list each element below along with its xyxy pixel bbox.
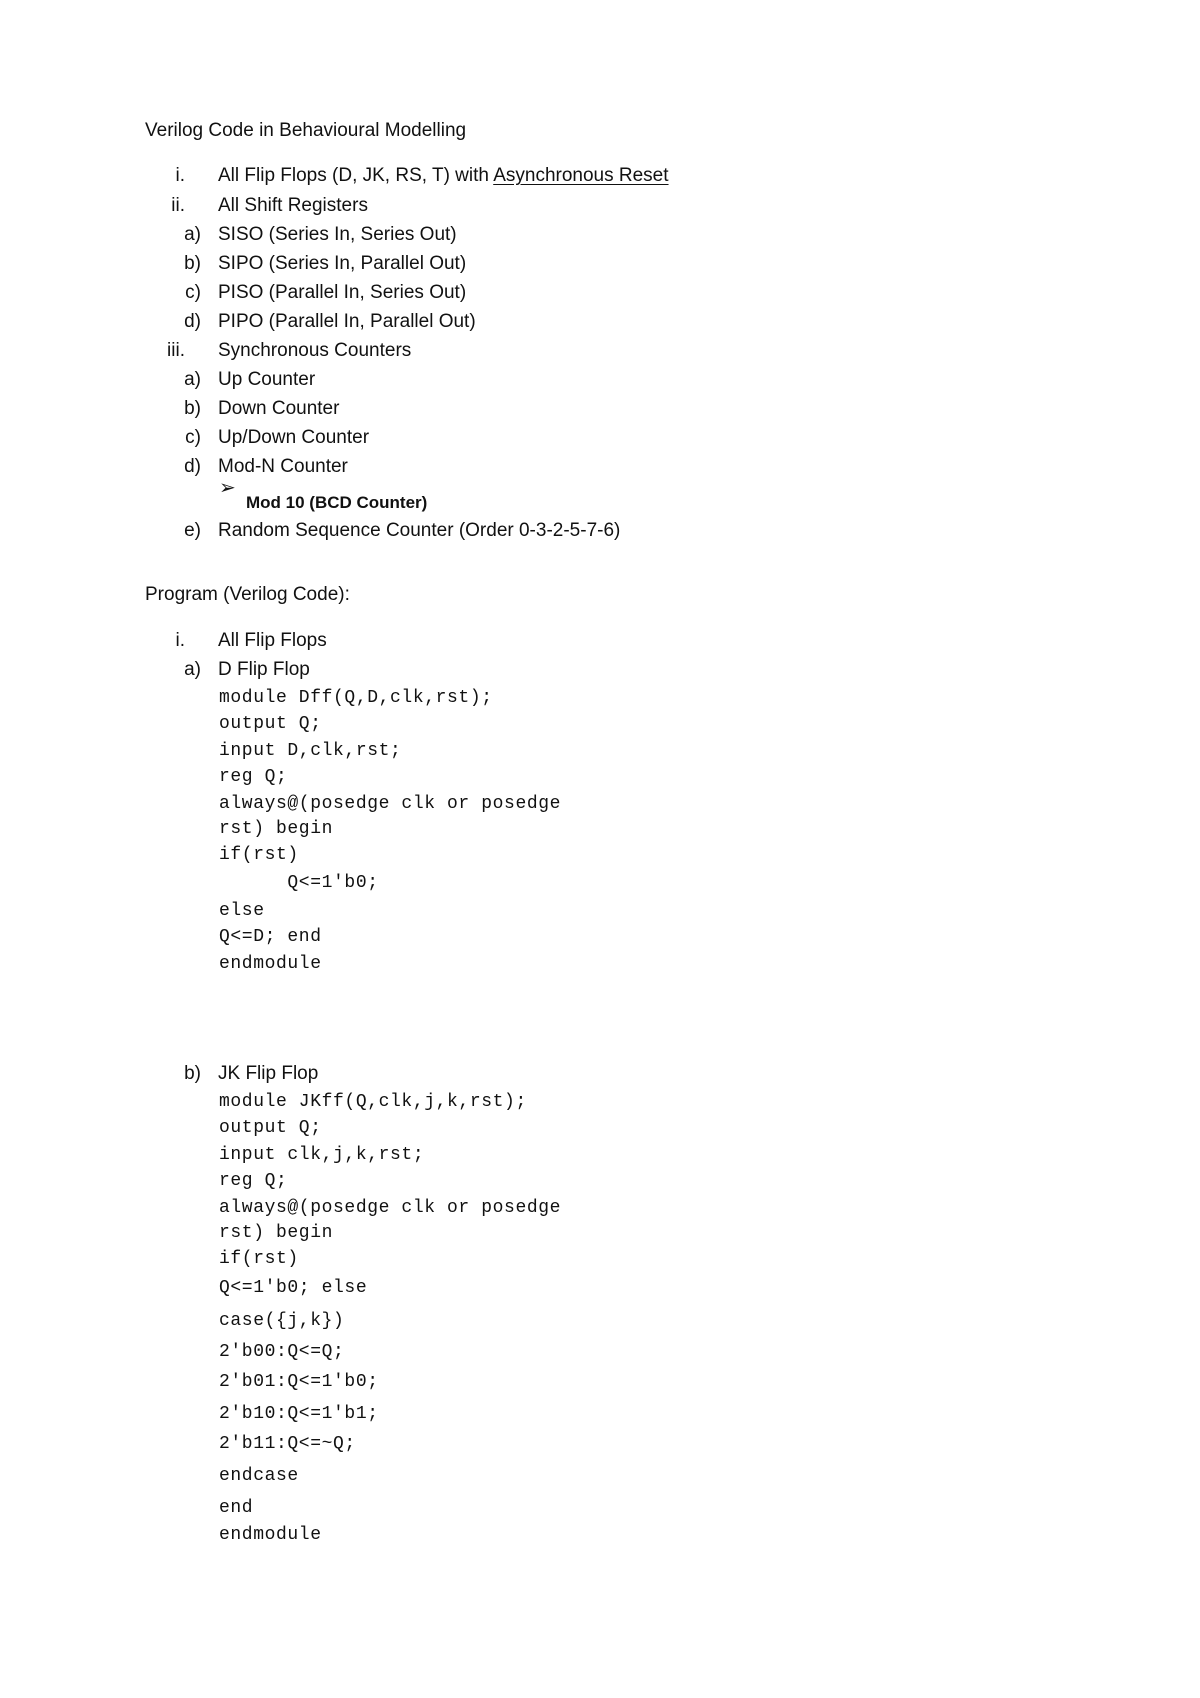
toc-counter-number: b): [184, 398, 201, 419]
toc-item-shift-registers: All Shift Registers: [218, 195, 368, 216]
toc-shift-pipo: PIPO (Parallel In, Parallel Out): [218, 311, 476, 332]
dff-code-line: Q<=D; end: [219, 927, 322, 947]
program-item-dff: D Flip Flop: [218, 659, 310, 680]
jkff-code-line: case({j,k}): [219, 1311, 345, 1331]
toc-shift-siso: SISO (Series In, Series Out): [218, 224, 457, 245]
toc-shift-number: c): [185, 282, 201, 303]
dff-code-line: Q<=1'b0;: [219, 873, 379, 893]
dff-code-line: if(rst): [219, 845, 299, 865]
jkff-code-line: 2'b10:Q<=1'b1;: [219, 1404, 379, 1424]
toc-counter-number: e): [184, 520, 201, 541]
jkff-code-line: output Q;: [219, 1118, 322, 1138]
toc-shift-piso: PISO (Parallel In, Series Out): [218, 282, 467, 303]
toc-counter-number: c): [185, 427, 201, 448]
toc-shift-sipo: SIPO (Series In, Parallel Out): [218, 253, 467, 274]
jkff-code-line: 2'b00:Q<=Q;: [219, 1342, 345, 1362]
toc-counter-modn: Mod-N Counter: [218, 456, 348, 477]
program-item-flip-flops: All Flip Flops: [218, 630, 327, 651]
dff-code-line: else: [219, 901, 265, 921]
program-number-b: b): [184, 1063, 201, 1084]
dff-code-line: endmodule: [219, 954, 322, 974]
toc-counter-random: Random Sequence Counter (Order 0-3-2-5-7-6): [218, 520, 621, 541]
toc-bullet-mod10: Mod 10 (BCD Counter): [246, 493, 428, 512]
dff-code-line: reg Q;: [219, 767, 288, 787]
program-number-a: a): [184, 659, 201, 680]
dff-code-line: always@(posedge clk or posedge: [219, 794, 562, 814]
toc-item-sync-counters: Synchronous Counters: [218, 340, 412, 361]
toc-counter-number: d): [184, 456, 201, 477]
toc-counter-up: Up Counter: [218, 369, 316, 390]
program-heading: Program (Verilog Code):: [145, 584, 350, 605]
jkff-code-line: endcase: [219, 1466, 299, 1486]
jkff-code-line: rst) begin: [219, 1223, 334, 1243]
toc-item-flip-flops: [218, 166, 669, 185]
dff-code-line: input D,clk,rst;: [219, 741, 402, 761]
jkff-code-line: input clk,j,k,rst;: [219, 1145, 425, 1165]
dff-code-line: output Q;: [219, 714, 322, 734]
toc-counter-number: a): [184, 369, 201, 390]
jkff-code-line: Q<=1'b0; else: [219, 1278, 368, 1298]
toc-counter-down: Down Counter: [218, 398, 340, 419]
toc-number-iii: iii.: [167, 340, 185, 361]
jkff-code-line: 2'b11:Q<=~Q;: [219, 1434, 356, 1454]
jkff-code-line: always@(posedge clk or posedge: [219, 1198, 562, 1218]
jkff-code-line: end: [219, 1498, 254, 1518]
jkff-code-line: if(rst): [219, 1249, 299, 1269]
program-number-i: i.: [175, 630, 185, 651]
toc-number-ii: ii.: [171, 195, 185, 216]
document-heading: Verilog Code in Behavioural Modelling: [145, 120, 467, 141]
toc-shift-number: d): [184, 311, 201, 332]
dff-code-line: module Dff(Q,D,clk,rst);: [219, 688, 493, 708]
jkff-code-line: reg Q;: [219, 1171, 288, 1191]
dff-code-line: rst) begin: [219, 819, 334, 839]
toc-shift-number: b): [184, 253, 201, 274]
jkff-code-line: 2'b01:Q<=1'b0;: [219, 1372, 379, 1392]
toc-number-i: i.: [175, 165, 185, 186]
async-reset-underlined: Asynchronous Reset: [493, 165, 669, 186]
jkff-code-line: module JKff(Q,clk,j,k,rst);: [219, 1092, 527, 1112]
toc-item-flip-flops-text: All Flip Flops (D, JK, RS, T) with: [218, 165, 494, 186]
toc-counter-updown: Up/Down Counter: [218, 427, 370, 448]
jkff-code-line: endmodule: [219, 1525, 322, 1545]
arrow-bullet-icon: ➢: [219, 477, 236, 499]
toc-shift-number: a): [184, 224, 201, 245]
program-item-jkff: JK Flip Flop: [218, 1063, 319, 1084]
